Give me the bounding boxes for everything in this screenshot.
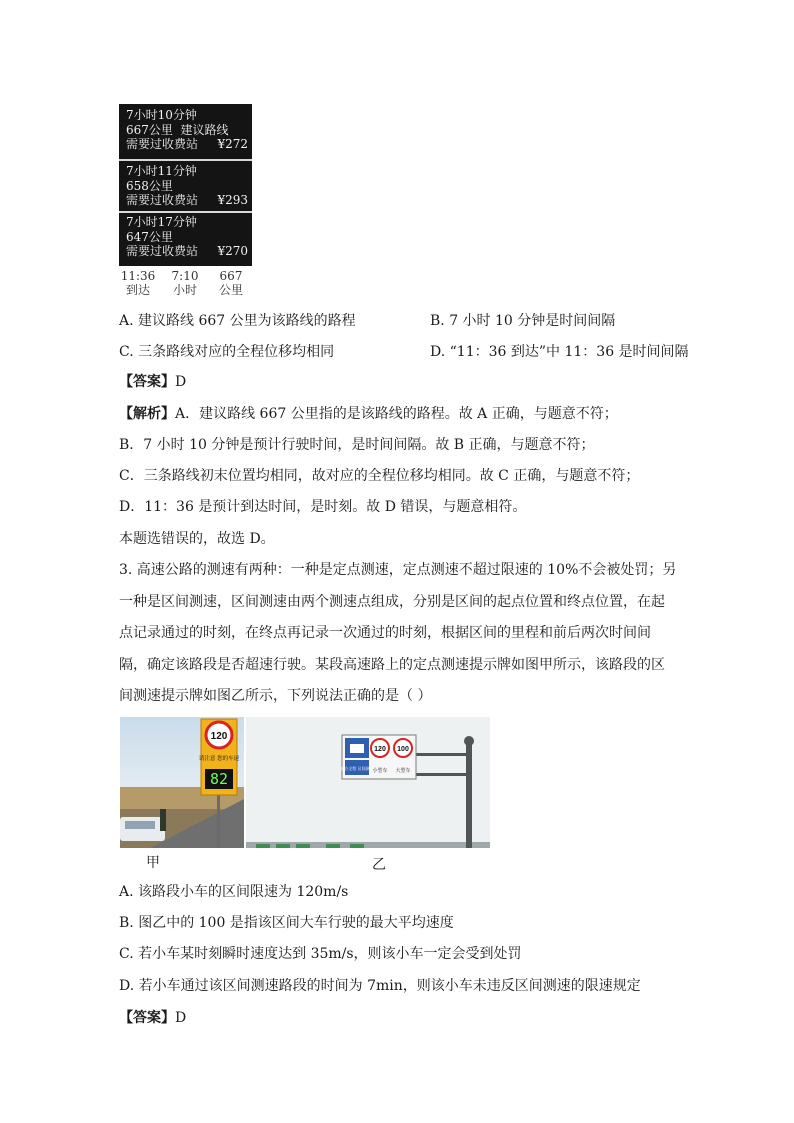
stat-distance xyxy=(212,269,250,297)
caption-jia: 甲 xyxy=(146,855,160,871)
q3-option-c: C. 若小车某时刻瞬时速度达到 35m/s，则该小车一定会受到处罚 xyxy=(119,946,522,962)
stat-label: 到达 xyxy=(125,283,150,297)
stat-label: 公里 xyxy=(218,283,243,297)
answer-tag: 【答案】 xyxy=(119,1010,175,1026)
stat-arrival xyxy=(119,269,157,297)
current-speed-display: 82 xyxy=(209,770,229,788)
route-toll-label: 需要过收费站 xyxy=(126,137,199,151)
route-toll-label: 需要过收费站 xyxy=(126,193,199,207)
route-distance: 647公里 xyxy=(126,229,173,244)
large-car-limit: 100 xyxy=(397,746,409,753)
q2-option-d: D. “11：36 到达”中 11：36 是时间间隔 xyxy=(430,344,689,360)
route-option-2 xyxy=(119,164,252,208)
route-tag: 建议路线 xyxy=(180,122,229,137)
speed-limit-number: 120 xyxy=(210,731,228,742)
q2-analysis-2: B．7 小时 10 分钟是预计行驶时间，是时间间隔。故 B 正确，与题意不符； xyxy=(119,437,595,453)
q3-stem-line: 3. 高速公路的测速有两种：一种是定点测速，定点测速不超过限速的 10%不会被处罚；另 xyxy=(119,562,677,578)
photo-fixed-speed-sign xyxy=(120,717,244,848)
photo-section-speed-sign-image xyxy=(246,717,490,848)
route-distance: 658公里 xyxy=(126,178,173,193)
answer-value: D xyxy=(175,374,187,390)
q2-analysis-3: C．三条路线初末位置均相同，故对应的全程位移均相同。故 C 正确，与题意不符； xyxy=(119,468,640,484)
q2-option-b: B. 7 小时 10 分钟是时间间隔 xyxy=(430,313,616,329)
q3-option-b: B. 图乙中的 100 是指该区间大车行驶的最大平均速度 xyxy=(119,915,454,931)
q3-stem-line: 一种是区间测速，区间测速由两个测速点组成，分别是区间的起点位置和终点位置，在起 xyxy=(119,594,665,610)
answer-tag: 【答案】 xyxy=(119,374,175,390)
q2-option-c: C. 三条路线对应的全程位移均相同 xyxy=(119,344,335,360)
q2-analysis-1 xyxy=(119,404,618,424)
q3-stem-line: 隔，确定该路段是否超速行驶。某段高速路上的定点测速提示牌如图甲所示，该路段的区 xyxy=(119,657,665,673)
q2-option-a: A. 建议路线 667 公里为该路线的路程 xyxy=(119,313,356,329)
analysis-text: A．建议路线 667 公里指的是该路线的路程。故 A 正确，与题意不符； xyxy=(175,406,618,422)
route-distance: 667公里 xyxy=(126,122,173,137)
small-car-limit: 120 xyxy=(374,746,386,753)
stat-label: 小时 xyxy=(172,283,197,297)
route-time: 7小时17分钟 xyxy=(126,215,197,229)
route-toll-label: 需要过收费站 xyxy=(126,244,199,258)
stat-value: 667 xyxy=(219,269,243,283)
route-toll: ¥270 xyxy=(217,244,248,258)
route-toll: ¥272 xyxy=(217,137,248,151)
stat-value: 7:10 xyxy=(171,269,199,283)
route-time: 7小时11分钟 xyxy=(126,164,197,178)
large-car-label: 大型车 xyxy=(395,768,411,774)
answer-value: D xyxy=(175,1010,187,1026)
caption-yi: 乙 xyxy=(372,857,386,873)
stat-duration xyxy=(166,269,204,297)
navigation-route-panel xyxy=(119,104,252,266)
q3-option-d: D. 若小车通过该区间测速路段的时间为 7min，则该小车未违反区间测速的限速规定 xyxy=(119,978,641,994)
q3-stem-line: 点记录通过的时刻，在终点再记录一次通过的时刻，根据区间的里程和前后两次时间间 xyxy=(119,625,651,641)
route-divider xyxy=(119,159,252,161)
q3-stem-line: 间测速提示牌如图乙所示，下列说法正确的是（ ） xyxy=(119,688,432,704)
stat-value: 11:36 xyxy=(120,269,156,283)
route-divider xyxy=(119,211,252,213)
route-time: 7小时10分钟 xyxy=(126,108,197,122)
sign-notice-text: 请注意 您的车速 xyxy=(198,756,240,762)
small-car-label: 小型车 xyxy=(372,768,388,774)
q3-option-a: A. 该路段小车的区间限速为 120m/s xyxy=(119,884,349,900)
section-panel-text: 前方全程 区间测速 xyxy=(340,766,374,771)
photo-fixed-speed-sign-image xyxy=(120,717,244,848)
analysis-tag: 【解析】 xyxy=(119,406,175,422)
q2-answer xyxy=(119,372,186,392)
q2-conclusion: 本题选错误的，故选 D。 xyxy=(119,531,275,547)
route-option-3 xyxy=(119,215,252,259)
q3-answer xyxy=(119,1008,186,1028)
route-option-1 xyxy=(119,108,252,152)
photo-section-speed-sign xyxy=(246,717,490,848)
route-toll: ¥293 xyxy=(217,193,248,207)
q2-analysis-4: D．11：36 是预计到达时间，是时刻。故 D 错误，与题意相符。 xyxy=(119,499,527,515)
